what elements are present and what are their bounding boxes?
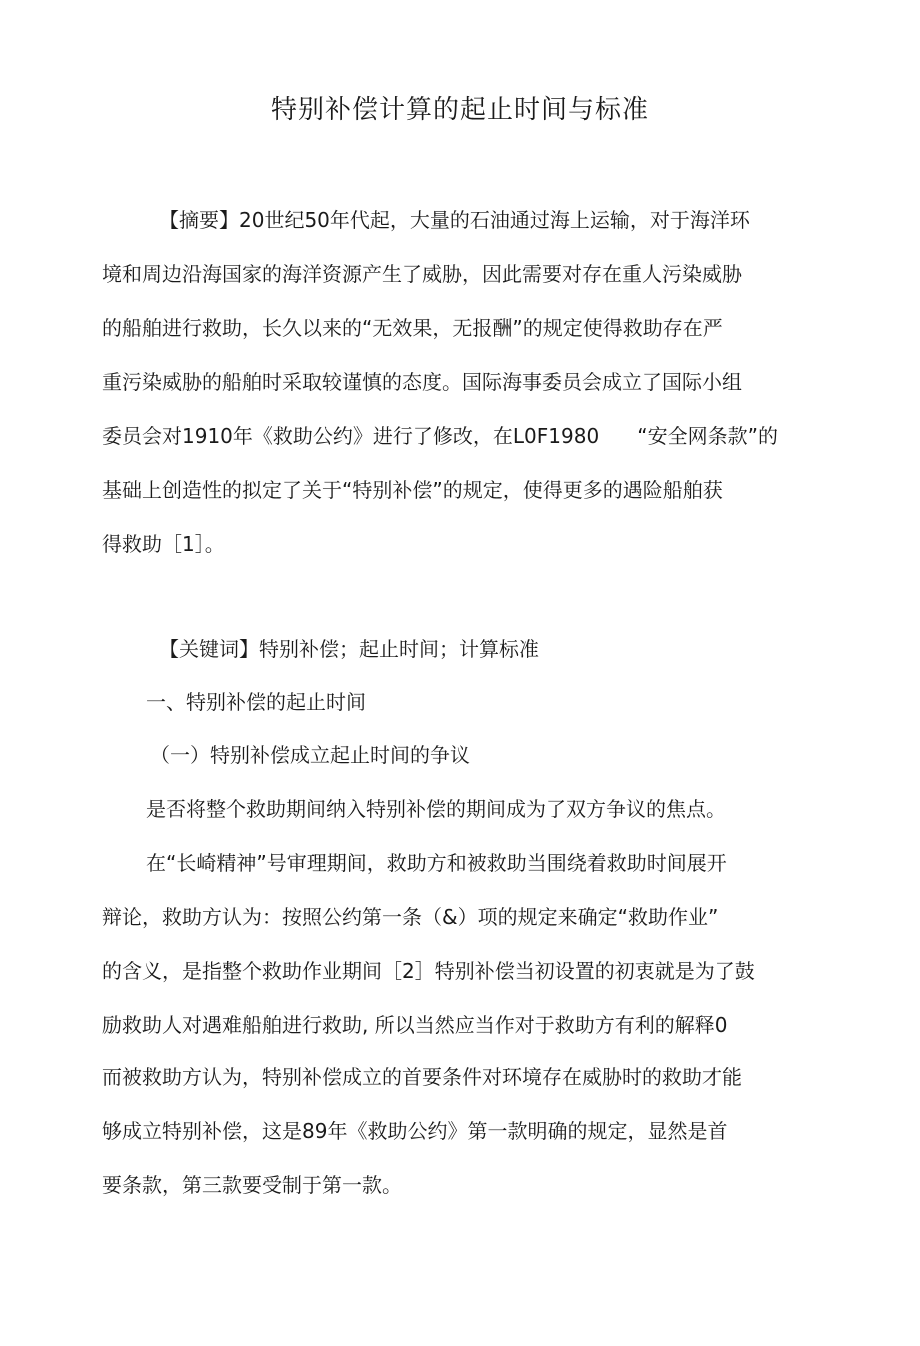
paragraph-line: 够成立特别补偿，这是89年《救助公约》第一款明确的规定，显然是首: [102, 1119, 728, 1143]
paragraph-line: 而被救助方认为，特别补偿成立的首要条件对环境存在威胁时的救助才能: [102, 1065, 742, 1089]
abstract-line: 委员会对1910年《救助公约》进行了修改，在L0F1980 “安全网条款”的: [102, 424, 779, 448]
subsection-heading: （一）特别补偿成立起止时间的争议: [150, 743, 470, 767]
document-title: 特别补偿计算的起止时间与标准: [270, 95, 649, 125]
paragraph: 是否将整个救助期间纳入特别补偿的期间成为了双方争议的焦点。: [146, 797, 726, 821]
abstract-line: 重污染威胁的船舶时采取较谨慎的态度。国际海事委员会成立了国际小组: [102, 370, 742, 394]
keywords: 【关键词】特别补偿；起止时间；计算标准: [159, 637, 539, 661]
paragraph-line: 的含义，是指整个救助作业期间［2］特别补偿当初设置的初衷就是为了鼓: [102, 959, 755, 983]
paragraph-line: 在“长崎精神”号审理期间，救助方和被救助当围绕着救助时间展开: [146, 851, 727, 875]
abstract-line: 得救助［1］。: [102, 532, 225, 556]
abstract-line: 基础上创造性的拟定了关于“特别补偿”的规定，使得更多的遇险船舶获: [102, 478, 723, 502]
paragraph-line: 要条款，第三款要受制于第一款。: [102, 1173, 402, 1197]
section-heading: 一、特别补偿的起止时间: [146, 690, 366, 714]
abstract-line: 【摘要】20世纪50年代起，大量的石油通过海上运输，对于海洋环: [159, 208, 750, 232]
paragraph-line: 辩论，救助方认为：按照公约第一条（&）项的规定来确定“救助作业”: [102, 905, 719, 929]
abstract-line: 的船舶进行救助，长久以来的“无效果，无报酬”的规定使得救助存在严: [102, 316, 723, 340]
abstract-line: 境和周边沿海国家的海洋资源产生了威胁，因此需要对存在重人污染威胁: [102, 262, 742, 286]
paragraph-line: 励救助人对遇难船舶进行救助, 所以当然应当作对于救助方有利的解释0: [102, 1013, 728, 1037]
